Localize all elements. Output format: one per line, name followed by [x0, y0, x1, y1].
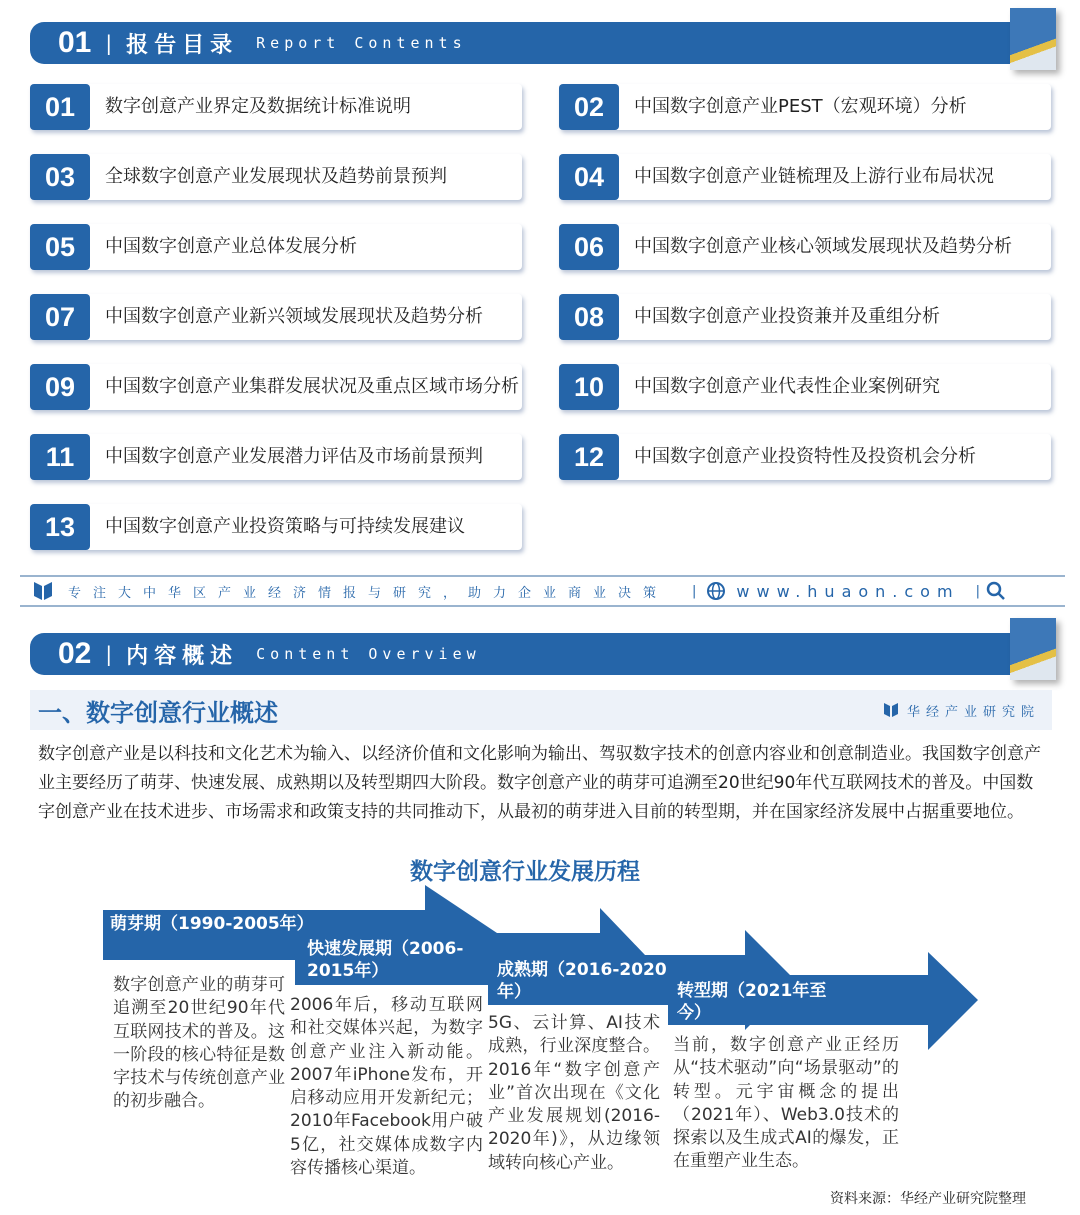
toc-title: 中国数字创意产业代表性企业案例研究: [634, 376, 940, 397]
stage-text: 5G、云计算、AI技术成熟，行业深度整合。2016年“数字创意产业”首次出现在《文化产业发展规划(2016-2020年)》，从边缘领域转向核心产业。: [488, 1013, 660, 1173]
toc-title: 中国数字创意产业PEST（宏观环境）分析: [634, 96, 967, 117]
section-number: 02: [58, 637, 92, 670]
overview-paragraph: 数字创意产业是以科技和文化艺术为输入、以经济价值和文化影响为输出、驾驭数字技术的创意内容业和创意制造业。我国数字创意产业主要经历了萌芽、快速发展、成熟期以及转型期四大阶段。数字创意产业的萌芽可追溯至20世纪90年代互联网技术的普及。中国数字创意产业在技术进步、市场需求和政策支持的共同推动下，从最初的萌芽进入目前的转型期，并在国家经济发展中占据重要地位。: [38, 744, 1041, 822]
toc-number: 03: [30, 154, 90, 200]
stage-label: 转型期（2021年至今）: [677, 981, 827, 1023]
section-number: 01: [58, 26, 92, 59]
toc-number: 05: [30, 224, 90, 270]
toc-number: 12: [559, 434, 619, 480]
toc-title: 中国数字创意产业总体发展分析: [105, 236, 357, 257]
toc-number: 02: [559, 84, 619, 130]
toc-title: 中国数字创意产业核心领域发展现状及趋势分析: [634, 236, 1012, 257]
stage-label: 萌芽期（1990-2005年）: [110, 914, 314, 934]
stage-text: 当前，数字创意产业正经历从“技术驱动”向“场景驱动”的转型。元宇宙概念的提出（2021年）、Web3.0技术的探索以及生成式AI的爆发，正在重塑产业生态。: [673, 1035, 899, 1172]
stage-text: 2006年后，移动互联网和社交媒体兴起，为数字创意产业注入新动能。2007年iPhone发布，开启移动应用开发新纪元；2010年Facebook用户破5亿，社交媒体成数字内容传播核心渠道。: [290, 995, 483, 1179]
source-note: 资料来源：华经产业研究院整理: [830, 1191, 1026, 1207]
slogan-text: 专注大中华区产业经济情报与研究，助力企业商业决策: [68, 585, 669, 601]
stage-text: 数字创意产业的萌芽可追溯至20世纪90年代互联网技术的普及。这一阶段的核心特征是数字技术与传统创意产业的初步融合。: [113, 975, 285, 1112]
toc-number: 06: [559, 224, 619, 270]
toc-title: 中国数字创意产业发展潜力评估及市场前景预判: [105, 446, 483, 467]
toc-number: 11: [30, 434, 90, 480]
timeline-title: 数字创意行业发展历程: [410, 859, 640, 885]
stage-label: 快速发展期（2006-2015年）: [307, 939, 464, 981]
website-link[interactable]: www.huaon.com: [736, 581, 960, 601]
toc-number: 10: [559, 364, 619, 410]
toc-number: 08: [559, 294, 619, 340]
toc-title: 数字创意产业界定及数据统计标准说明: [105, 96, 411, 117]
section-subtitle: Report Contents: [256, 34, 467, 52]
section-title: 内容概述: [126, 643, 239, 669]
section-subtitle: Content Overview: [256, 645, 481, 663]
toc-number: 04: [559, 154, 619, 200]
toc-number: 07: [30, 294, 90, 340]
stage-label: 成熟期（2016-2020年）: [497, 960, 667, 1002]
divider: |: [105, 642, 113, 666]
toc-title: 中国数字创意产业链梳理及上游行业布局状况: [634, 166, 994, 187]
toc-title: 全球数字创意产业发展现状及趋势前景预判: [105, 166, 447, 187]
toc-title: 中国数字创意产业投资兼并及重组分析: [634, 306, 940, 327]
toc-title: 中国数字创意产业新兴领域发展现状及趋势分析: [105, 306, 483, 327]
toc-number: 09: [30, 364, 90, 410]
section-title: 报告目录: [126, 32, 239, 58]
toc-number: 13: [30, 504, 90, 550]
toc-number: 01: [30, 84, 90, 130]
divider: |: [105, 31, 113, 55]
brand-name: 华经产业研究院: [906, 704, 1040, 720]
toc-title: 中国数字创意产业集群发展状况及重点区域市场分析: [105, 376, 519, 397]
overview-heading: 一、数字创意行业概述: [38, 698, 278, 727]
slogan-strip: 专注大中华区产业经济情报与研究，助力企业商业决策 | www.huaon.com |: [20, 575, 1065, 607]
toc-title: 中国数字创意产业投资特性及投资机会分析: [634, 446, 976, 467]
toc-title: 中国数字创意产业投资策略与可持续发展建议: [105, 516, 465, 537]
